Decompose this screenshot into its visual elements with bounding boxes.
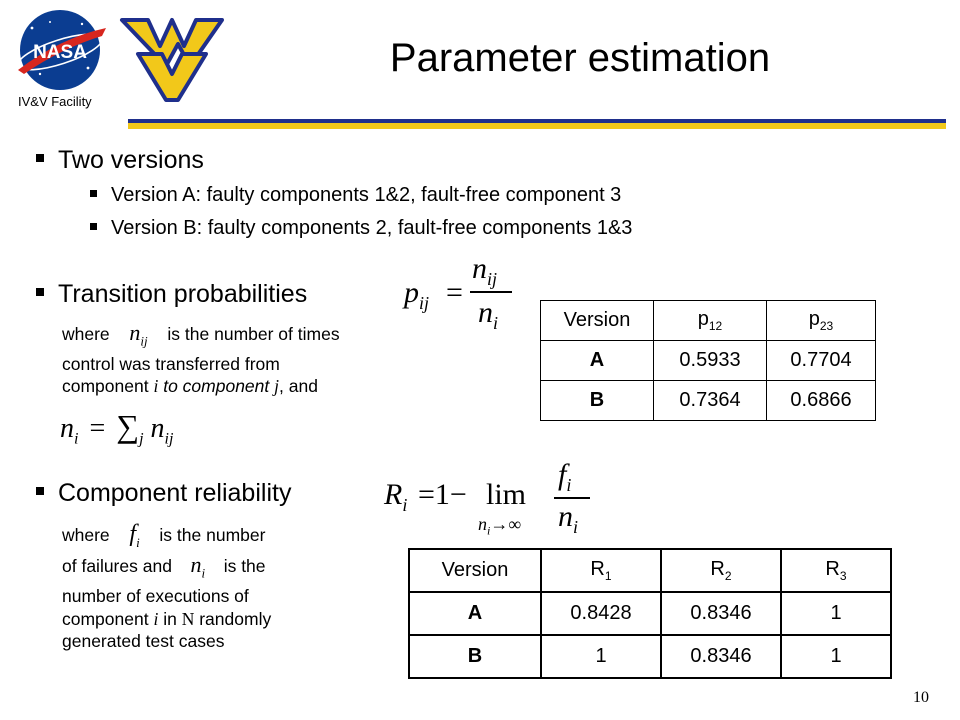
- table-row: [541, 341, 876, 381]
- table-cell: 0.8346: [661, 592, 781, 635]
- page-number: 10: [913, 689, 929, 706]
- bullet-version-a: Version A: faulty components 1&2, fault-free component 3: [90, 184, 621, 207]
- reliability-note-line2: of failures and $n_i$ is the: [62, 554, 362, 585]
- table-cell: 0.5933: [654, 341, 767, 381]
- nasa-logo-icon: [10, 8, 110, 92]
- formula-nij-numerator: $n_{ij}$: [472, 252, 498, 289]
- transition-note-line2: control was transferred from: [62, 353, 280, 374]
- bullet-square-icon: [90, 223, 97, 230]
- formula-ni-sum: $n_i = \sum_j$ $n_{ij}$: [60, 408, 174, 448]
- transition-note-line3: component i to component j, and: [62, 376, 318, 397]
- table-cell: B: [541, 381, 654, 421]
- table-row: [409, 592, 891, 635]
- reliability-note-line3: number of executions of: [62, 586, 249, 607]
- reliability-note-line1: where $f_i$ is the number: [62, 523, 362, 554]
- bullet-square-icon: [36, 288, 44, 296]
- reliability-note: [62, 523, 362, 653]
- table-cell: A: [409, 592, 541, 635]
- table-cell: A: [541, 341, 654, 381]
- table-header-cell: $R_1$: [541, 549, 661, 592]
- bullet-square-icon: [90, 190, 97, 197]
- page-title: Parameter estimation: [389, 36, 771, 80]
- math-fi: $f_i$: [129, 521, 140, 550]
- facility-label: IV&V Facility: [18, 94, 92, 109]
- table-cell: 1: [781, 635, 891, 678]
- table-cell: 0.8428: [541, 592, 661, 635]
- fraction-bar: [554, 497, 590, 499]
- table-header-cell: $R_3$: [781, 549, 891, 592]
- component-reliability-table: [408, 548, 892, 679]
- table-header-cell: Version: [409, 549, 541, 592]
- formula-ni-denominator: $n_i$: [478, 296, 499, 333]
- transition-probability-table: [540, 300, 876, 421]
- bullet-square-icon: [36, 154, 44, 162]
- bullet-square-icon: [36, 487, 44, 495]
- formula-fi-numerator: $f_i$: [558, 458, 572, 495]
- math-nij: $n_{ij}$: [129, 320, 148, 349]
- reliability-note-line4: component i in N randomly: [62, 608, 272, 629]
- table-header-cell: $p_{12}$: [654, 301, 767, 341]
- bullet-version-b: Version B: faulty components 2, fault-free components 1&3: [90, 217, 632, 240]
- formula-pij: $p_{ij}$: [404, 276, 430, 313]
- table-cell: 1: [541, 635, 661, 678]
- table-cell: 0.8346: [661, 635, 781, 678]
- fraction-bar: [470, 291, 512, 293]
- table-cell: 0.7364: [654, 381, 767, 421]
- table-header-cell: $R_2$: [661, 549, 781, 592]
- bullet-two-versions: Two versions: [36, 146, 204, 175]
- reliability-note-line5: generated test cases: [62, 631, 225, 652]
- header-rule-gold: [128, 123, 946, 129]
- formula-lim-subscript: $n_i\to\infty$: [478, 514, 522, 538]
- table-cell: 0.6866: [767, 381, 876, 421]
- formula-lim: lim: [486, 478, 527, 511]
- transition-note: [62, 322, 422, 398]
- table-row: [541, 381, 876, 421]
- bullet-component-reliability: Component reliability: [36, 479, 291, 508]
- table-header-row: [409, 549, 891, 592]
- table-header-row: [541, 301, 876, 341]
- table-header-cell: $p_{23}$: [767, 301, 876, 341]
- nasa-logo-text: NASA: [33, 42, 87, 63]
- formula-equals: =: [446, 276, 463, 309]
- formula-one-minus: =1−: [418, 478, 467, 511]
- table-row: [409, 635, 891, 678]
- formula-Ri: $R_i$: [384, 478, 408, 515]
- formula-ni-denominator-2: $n_i$: [558, 500, 579, 537]
- table-cell: B: [409, 635, 541, 678]
- wvu-logo-icon: [118, 14, 226, 104]
- bullet-transition-probabilities: Transition probabilities: [36, 280, 307, 309]
- math-ni: $n_i$: [190, 552, 206, 581]
- table-header-cell: Version: [541, 301, 654, 341]
- table-cell: 0.7704: [767, 341, 876, 381]
- table-cell: 1: [781, 592, 891, 635]
- transition-note-line1: where $n_{ij}$ is the number of times: [62, 322, 422, 353]
